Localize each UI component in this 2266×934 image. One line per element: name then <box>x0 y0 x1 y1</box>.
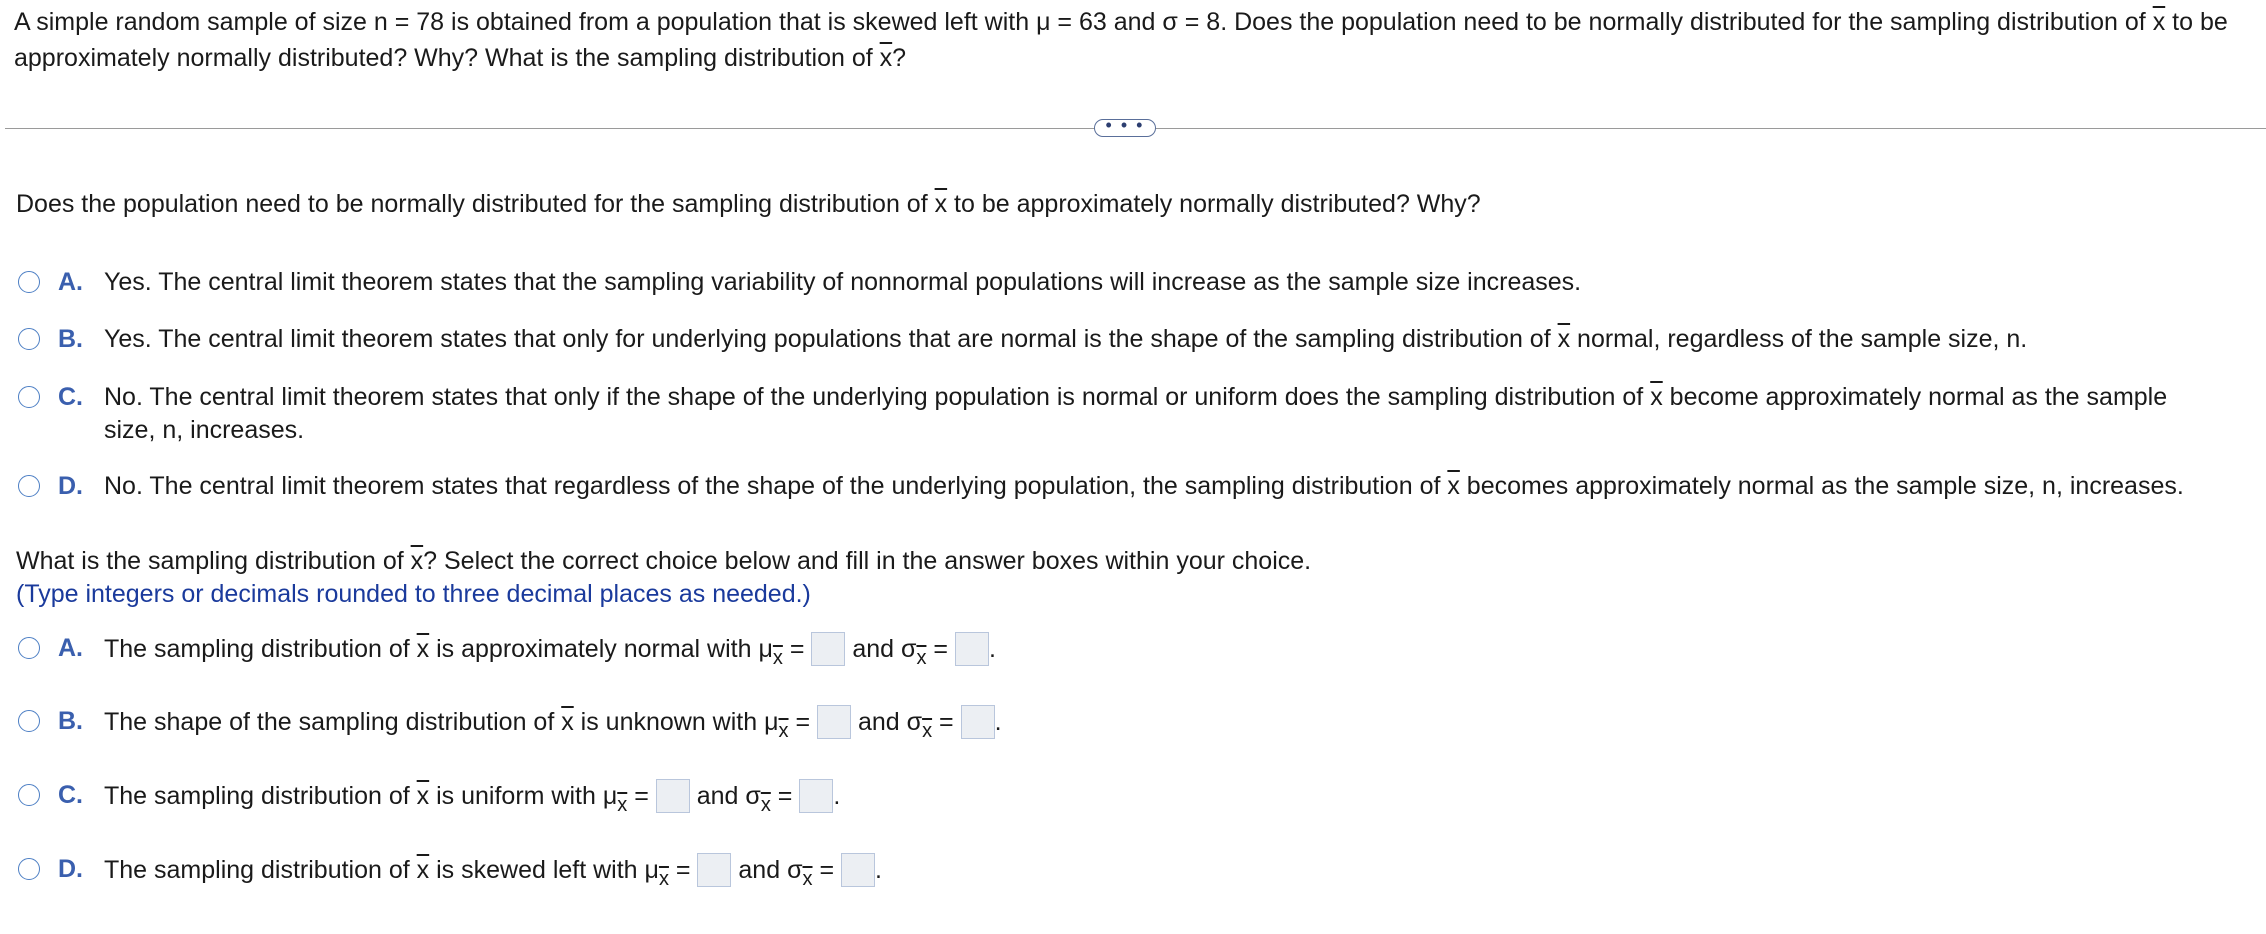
radio-button[interactable] <box>18 386 40 408</box>
option-text: The sampling distribution of $\overline{x}$ is skewed left with $\mu_{\overline{x}}$ = and $\sigma_{\overline{x}}$ = . <box>104 853 882 896</box>
option-letter: B. <box>58 325 83 353</box>
question-2-prompt: What is the sampling distribution of $\overline{x}$? Select the correct choice below and fill in the answer boxes within your choice. <box>16 547 1312 575</box>
radio-button[interactable] <box>18 271 40 293</box>
x-bar-symbol: $\overline{x}$ <box>879 44 893 72</box>
option-letter: A. <box>58 634 83 662</box>
x-bar-symbol: $\overline{x}$ <box>410 547 424 575</box>
problem-text-1: A simple random sample of size n = 78 is obtained from a population that is skewed left with μ = 63 and σ = 8. Does the population need to be normally distributed for the sampling distribution of <box>14 8 2153 36</box>
sigma-symbol: σ <box>901 635 917 663</box>
option-text: No. The central limit theorem states that only if the shape of the underlying population is normal or uniform does the sampling distribution of $\overline{x}$ become approximately normal as the sample size, n, increases. <box>104 383 2168 444</box>
x-bar-symbol: $\overline{x}$ <box>416 635 430 663</box>
sigma-symbol: σ <box>906 708 923 736</box>
option-text: The shape of the sampling distribution of $\overline{x}$ is unknown with $\mu_{\overline{x}}$ = and $\sigma_{\overline{x}}$ = . <box>104 705 1002 748</box>
option-letter: A. <box>58 268 83 296</box>
option-text: Yes. The central limit theorem states that the sampling variability of nonnormal populations will increase as the sample size increases. <box>104 268 1582 296</box>
mu-symbol: μ <box>602 782 618 810</box>
radio-button[interactable] <box>18 475 40 497</box>
option-letter: C. <box>58 383 83 411</box>
x-bar-symbol: $\overline{x}$ <box>416 856 430 884</box>
x-bar-symbol: $\overline{x}$ <box>1447 472 1460 500</box>
option-text: Yes. The central limit theorem states that only for underlying populations that are normal is the shape of the sampling distribution of $\overline{x}$ normal, regardless of the sample size, n. <box>104 325 2028 353</box>
x-bar-symbol: $\overline{x}$ <box>1557 325 1571 353</box>
mu-symbol: μ <box>644 856 659 884</box>
std-dev-answer-input[interactable] <box>841 853 875 887</box>
std-dev-answer-input[interactable] <box>955 632 989 666</box>
radio-button[interactable] <box>18 710 40 732</box>
sigma-symbol: σ <box>787 856 803 884</box>
answer-format-hint: (Type integers or decimals rounded to three decimal places as needed.) <box>16 580 811 608</box>
x-bar-symbol: $\overline{x}$ <box>934 190 948 218</box>
radio-button[interactable] <box>18 858 40 880</box>
mean-answer-input[interactable] <box>656 779 690 813</box>
expand-problem-button[interactable]: • • • <box>1094 119 1156 137</box>
problem-statement <box>14 4 2266 76</box>
option-letter: D. <box>58 472 83 500</box>
problem-text-3: ? <box>892 44 907 72</box>
x-bar-symbol: $\overline{x}$ <box>1650 383 1663 411</box>
x-bar-symbol: $\overline{x}$ <box>561 708 574 736</box>
x-bar-symbol: $\overline{x}$ <box>416 782 430 810</box>
mean-answer-input[interactable] <box>697 853 731 887</box>
radio-button[interactable] <box>18 637 40 659</box>
std-dev-answer-input[interactable] <box>961 705 995 739</box>
mu-symbol: μ <box>758 635 773 663</box>
option-letter: B. <box>58 707 83 735</box>
mu-symbol: μ <box>764 708 779 736</box>
radio-button[interactable] <box>18 784 40 806</box>
option-letter: C. <box>58 781 83 809</box>
sigma-symbol: σ <box>745 782 761 810</box>
std-dev-answer-input[interactable] <box>799 779 833 813</box>
option-text: The sampling distribution of $\overline{x}$ is approximately normal with $\mu_{\overline{x}}$ = and $\sigma_{\overline{x}}$ = . <box>104 632 996 675</box>
option-text: The sampling distribution of $\overline{x}$ is uniform with $\mu_{\overline{x}}$ = and $\sigma_{\overline{x}}$ = . <box>104 779 840 822</box>
option-letter: D. <box>58 855 83 883</box>
question-1-prompt: Does the population need to be normally distributed for the sampling distribution of $\overline{x}$ to be approximately normally distributed? Why? <box>16 190 1481 218</box>
mean-answer-input[interactable] <box>811 632 845 666</box>
option-text: No. The central limit theorem states that regardless of the shape of the underlying population, the sampling distribution of $\overline{x}$ becomes approximately normal as the sample size, n, increases. <box>104 472 2184 500</box>
radio-button[interactable] <box>18 328 40 350</box>
mean-answer-input[interactable] <box>817 705 851 739</box>
x-bar-symbol: $\overline{x}$ <box>2152 8 2166 36</box>
problem-text-2: to be approximately normally distributed? Why? What is the sampling distribution of <box>14 8 2228 72</box>
